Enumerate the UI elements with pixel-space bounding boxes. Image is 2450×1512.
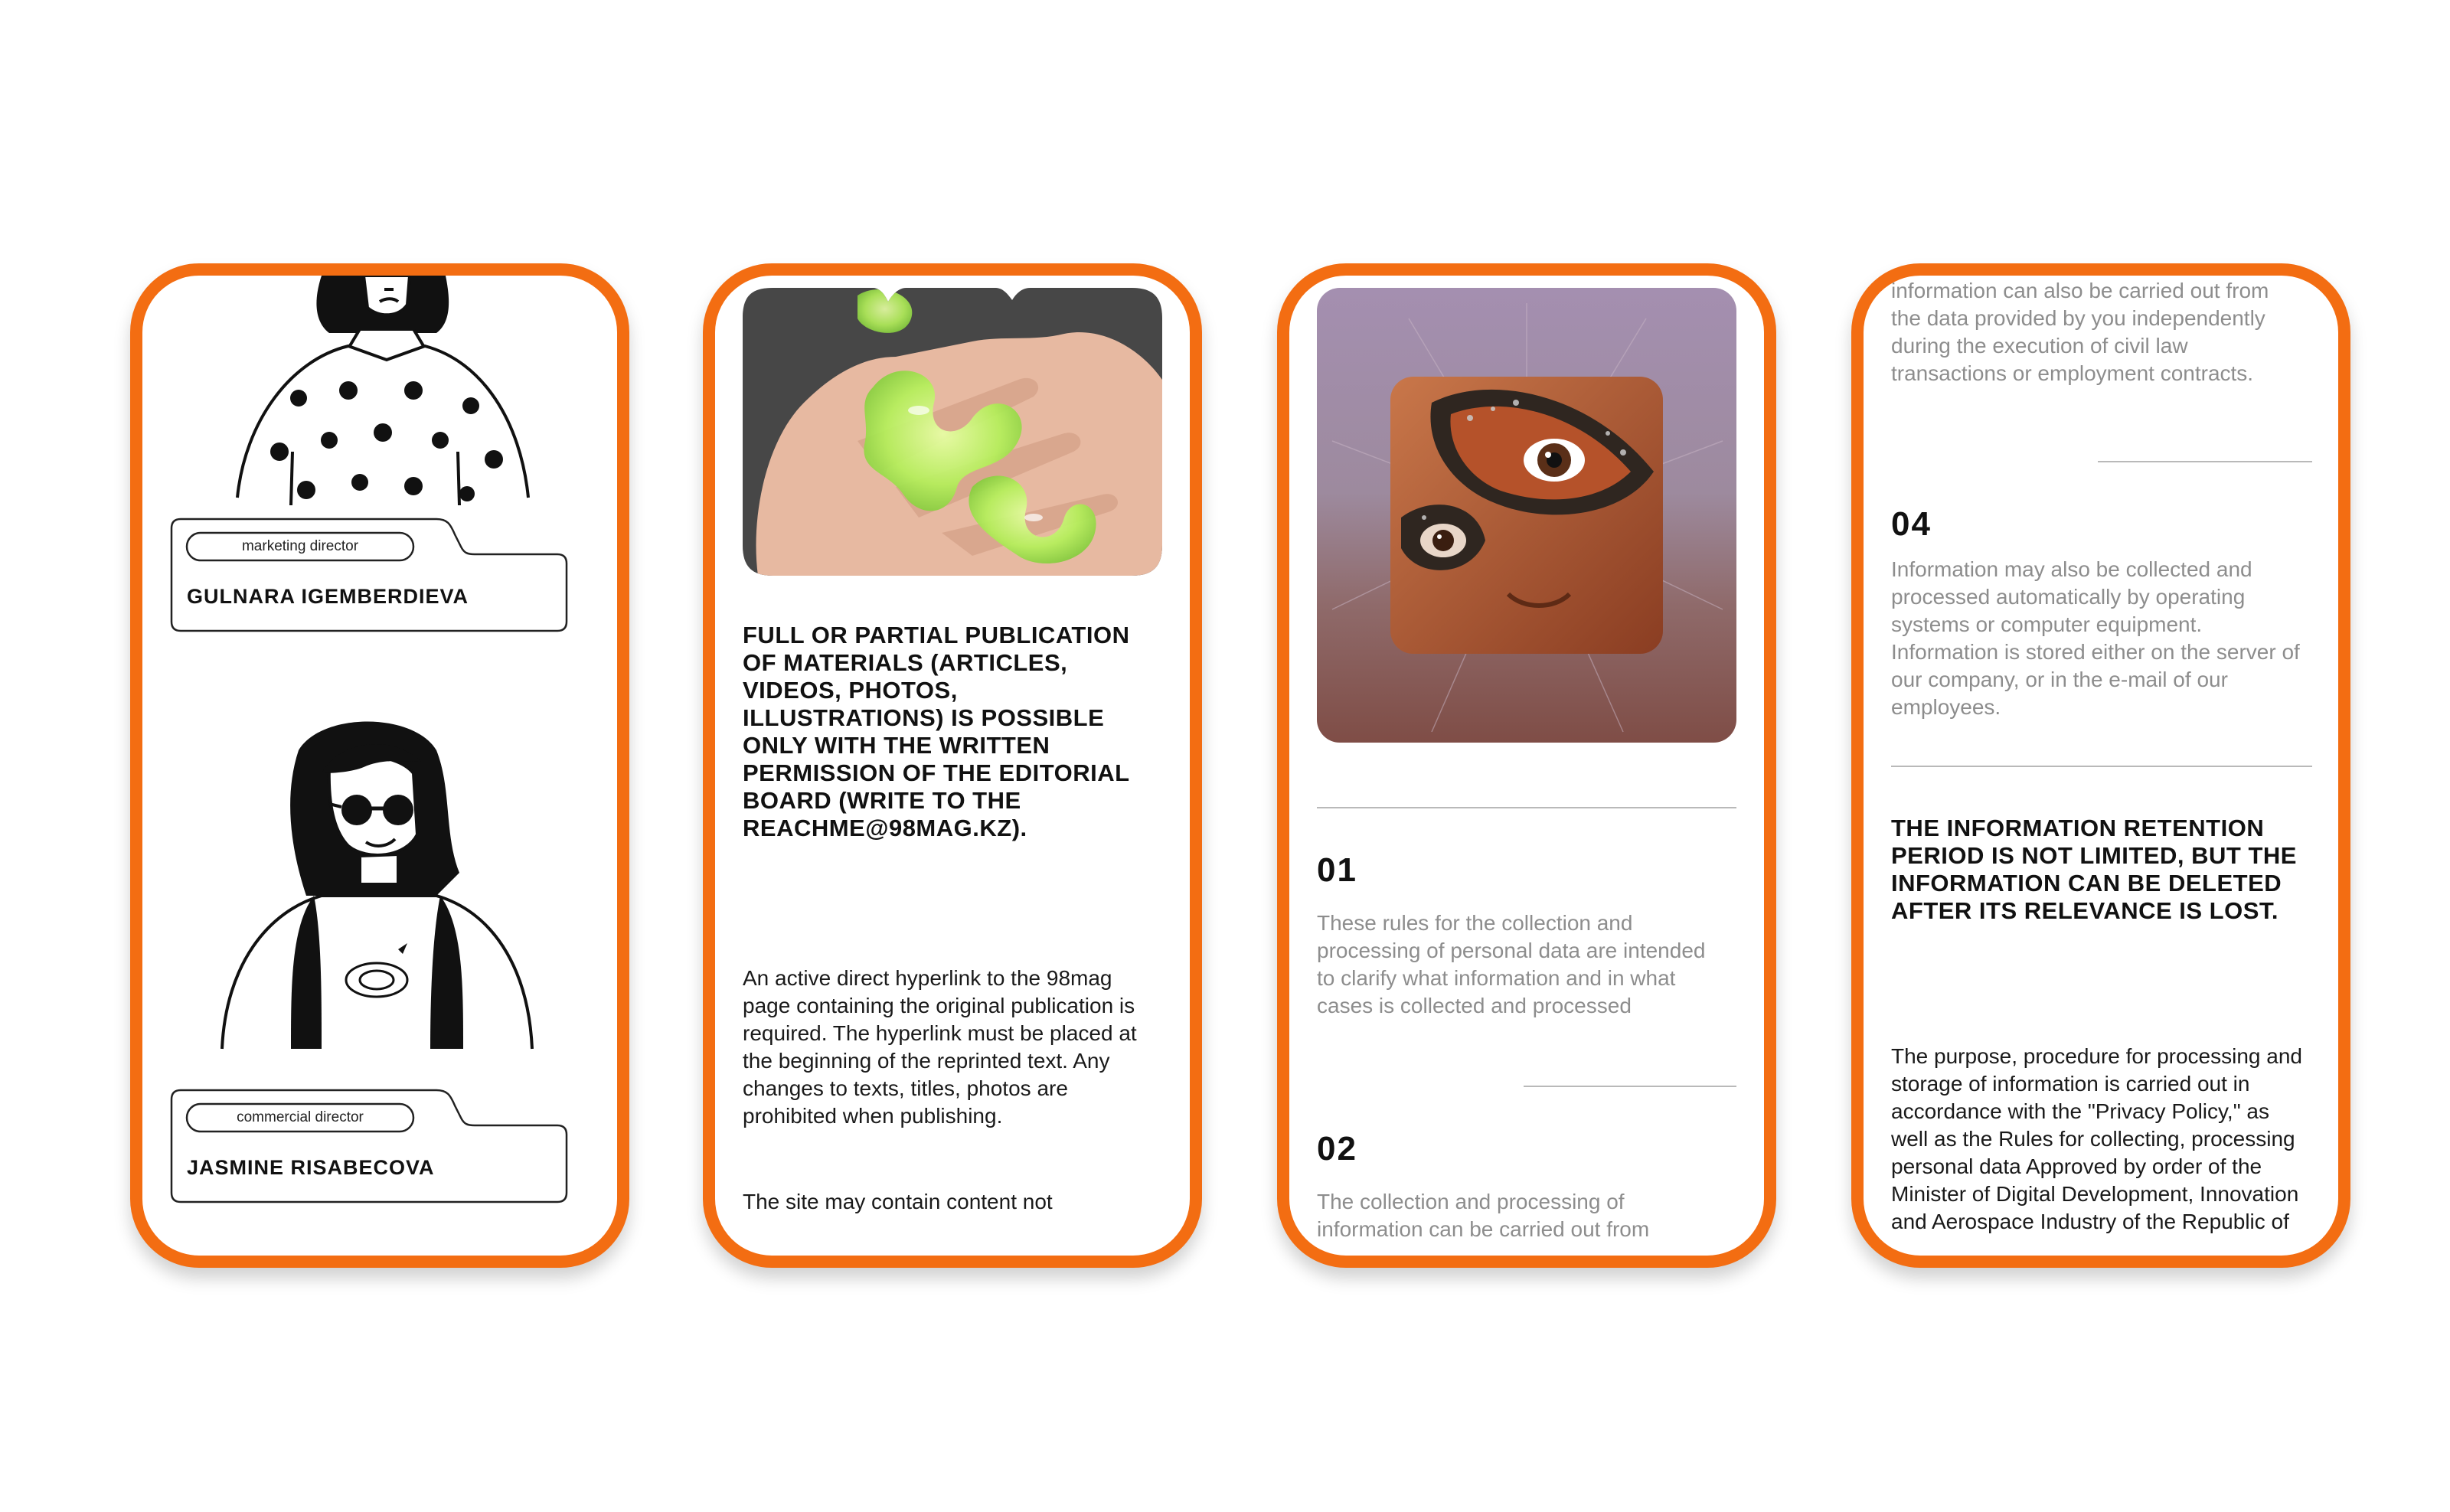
team-screen: [142, 276, 617, 1256]
team-member-card: [170, 518, 568, 632]
role-label: commercial director: [237, 1109, 364, 1125]
divider: [1317, 807, 1736, 808]
rule-text-continued: information can also be carried out from the data provided by you independently during the execution of civil law transactions or employment contracts.: [1891, 279, 2269, 385]
woman-illustration-icon: [207, 276, 544, 505]
rules-continued-screen: [1864, 276, 2338, 1256]
divider: [1891, 766, 2312, 767]
divider: [1524, 1086, 1736, 1087]
rule-text: These rules for the collection and processing of personal data are intended to clarify what information and in what cases is collected and processed: [1317, 911, 1706, 1017]
rule-text: Information may also be collected and processed automatically by operating systems or computer equipment. Information is stored either on the server of our company, or in the e-mail of our employees.: [1891, 557, 2300, 719]
rule-number: 02: [1317, 1130, 1357, 1167]
person-name: GULNARA IGEMBERDIEVA: [187, 585, 469, 608]
team-member-card: [170, 1089, 568, 1203]
copyright-paragraph-cut: The site may contain content not: [743, 1190, 1053, 1213]
woman-sunglasses-illustration-icon: [207, 720, 544, 1056]
rules-screen: [1289, 276, 1764, 1256]
retention-heading: THE INFORMATION RETENTION PERIOD IS NOT LIMITED, BUT THE INFORMATION CAN BE DELETED AFTER ITS RELEVANCE IS LOST.: [1891, 815, 2297, 924]
divider: [2098, 461, 2312, 462]
copyright-heading: FULL OR PARTIAL PUBLICATION OF MATERIALS (ARTICLES, VIDEOS, PHOTOS, ILLUSTRATIONS) IS POSSIBLE ONLY WITH THE WRITTEN PERMISSION OF THE EDITORIAL BOARD (WRITE TO THE REACHME@98MAG.KZ).: [743, 622, 1130, 841]
role-label: marketing director: [241, 538, 359, 554]
rule-text: The collection and processing of information can be carried out from: [1317, 1190, 1650, 1241]
hand-green-glass-photo: [743, 288, 1162, 576]
phone-mockup-rules-continued: [1851, 263, 2350, 1268]
privacy-paragraph: The purpose, procedure for processing and storage of information is carried out in accordance with the "Privacy Policy," as well as the Rules for collecting, processing personal data Approved by order of the Minister of Digital Development, Innovation and Aerospace Industry of the Republic of: [1891, 1044, 2302, 1233]
phone-mockup-team: [130, 263, 629, 1268]
person-name: JASMINE RISABECOVA: [187, 1156, 435, 1179]
copyright-paragraph: An active direct hyperlink to the 98mag page containing the original publication is required. The hyperlink must be placed at the beginning of the reprinted text. Any changes to texts, titles, photos are prohibited when publishing.: [743, 966, 1137, 1128]
phone-mockup-rules: [1277, 263, 1776, 1268]
eye-collage-photo: [1317, 288, 1736, 743]
phone-mockup-copyright: [703, 263, 1202, 1268]
rule-number: 04: [1891, 505, 1932, 543]
rule-number: 01: [1317, 851, 1357, 889]
copyright-screen: [715, 276, 1190, 1256]
